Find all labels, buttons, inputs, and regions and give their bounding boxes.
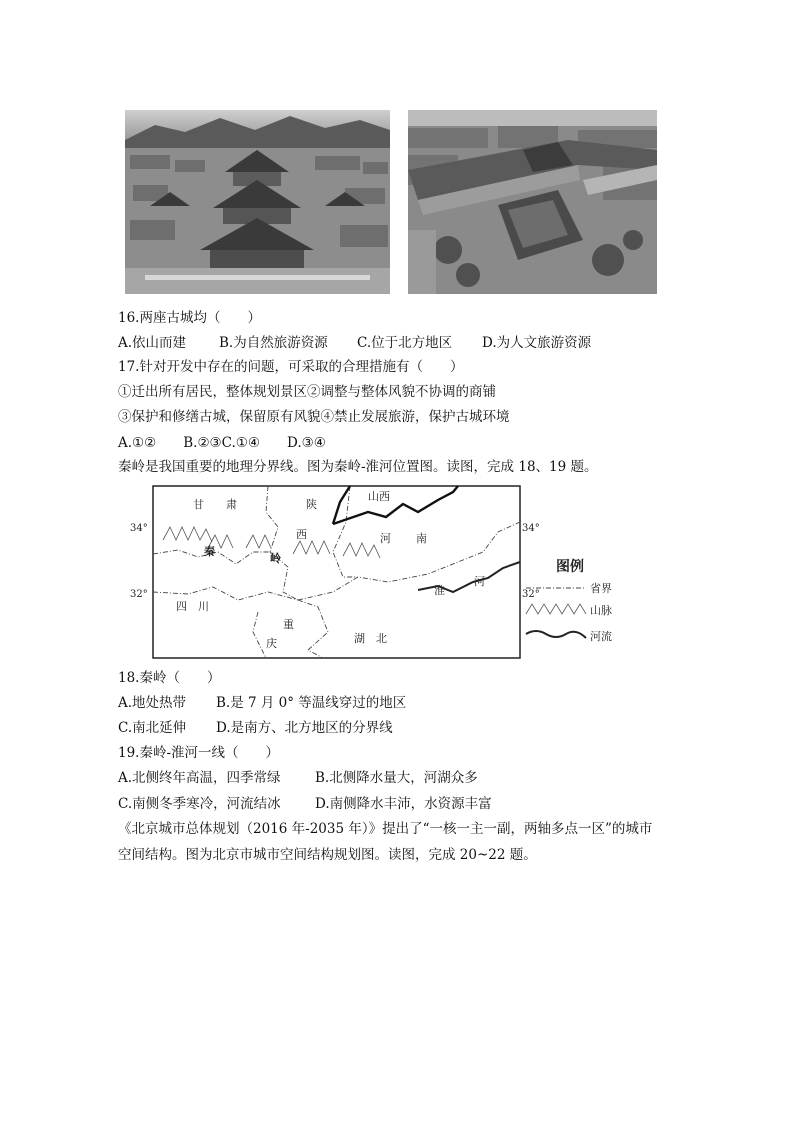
label-shanxi: 山西 [368, 490, 390, 503]
q16-option-c: C.位于北方地区 [357, 335, 453, 351]
q17-statements-1: ①迁出所有居民，整体规划景区②调整与整体风貌不协调的商铺 [118, 384, 496, 400]
legend-river: 河流 [590, 630, 612, 643]
intro-beijing-line1: 《北京城市总体规划（2016 年-2035 年）》提出了“一核一主一副，两轴多点一区”的城市 [118, 821, 653, 837]
lat-34-left: 34° [130, 523, 148, 534]
intro-qinling: 秦岭是我国重要的地理分界线。图为秦岭-淮河位置图。读图，完成 18、19 题。 [118, 459, 598, 475]
label-huai: 淮 [434, 584, 445, 597]
question-19-stem: 19.秦岭-淮河一线（ ） [118, 745, 280, 761]
q17-statements-2: ③保护和修缮古城，保留原有风貌④禁止发展旅游，保护古城环境 [118, 409, 510, 425]
label-gansu-1: 甘 [193, 498, 204, 511]
label-henan-2: 南 [416, 532, 427, 545]
q16-option-b: B.为自然旅游资源 [219, 335, 328, 351]
q19-option-c: C.南侧冬季寒冷，河流结冰 [118, 796, 281, 812]
qinling-huaihe-map [118, 482, 638, 662]
photo-ancient-city-right [408, 110, 657, 294]
label-shaanxi-1: 陕 [306, 498, 317, 511]
label-qin: 秦 [204, 545, 215, 558]
legend-title: 图例 [556, 559, 584, 575]
q19-option-d: D.南侧降水丰沛，水资源丰富 [315, 796, 492, 812]
question-16-stem: 16.两座古城均（ ） [118, 310, 261, 326]
q16-option-d: D.为人文旅游资源 [482, 335, 592, 351]
label-ling: 岭 [270, 552, 281, 565]
q18-option-d: D.是南方、北方地区的分界线 [216, 720, 393, 736]
question-18-stem: 18.秦岭（ ） [118, 670, 221, 686]
legend-mountain: 山脉 [590, 604, 612, 617]
map-legend [526, 558, 612, 643]
intro-beijing-line2: 空间结构。图为北京市城市空间结构规划图。读图，完成 20~22 题。 [118, 847, 537, 863]
legend-boundary: 省界 [590, 582, 612, 595]
q19-option-b: B.北侧降水量大，河湖众多 [315, 770, 478, 786]
q18-option-a: A.地处热带 [118, 695, 187, 711]
q17-options: A.①② B.②③C.①④ D.③④ [118, 435, 326, 451]
label-chong: 重 [283, 618, 294, 631]
q18-option-c: C.南北延伸 [118, 720, 187, 736]
lat-32-left: 32° [130, 589, 148, 600]
label-hubei: 湖 北 [354, 632, 387, 645]
label-shaanxi-2: 西 [296, 528, 307, 541]
lat-32-right: 32° [522, 589, 540, 600]
q18-option-b: B.是 7 月 0° 等温线穿过的地区 [216, 695, 407, 711]
q19-option-a: A.北侧终年高温，四季常绿 [118, 770, 281, 786]
label-qing: 庆 [266, 637, 277, 650]
q16-option-a: A.依山而建 [118, 335, 187, 351]
lat-34-right: 34° [522, 523, 540, 534]
question-17-stem: 17.针对开发中存在的问题，可采取的合理措施有（ ） [118, 359, 464, 375]
label-he: 河 [474, 575, 485, 588]
label-henan-1: 河 [380, 532, 391, 545]
photo-ancient-city-left [125, 110, 390, 294]
label-sichuan: 四 川 [176, 600, 209, 613]
label-gansu-2: 肃 [226, 498, 237, 511]
